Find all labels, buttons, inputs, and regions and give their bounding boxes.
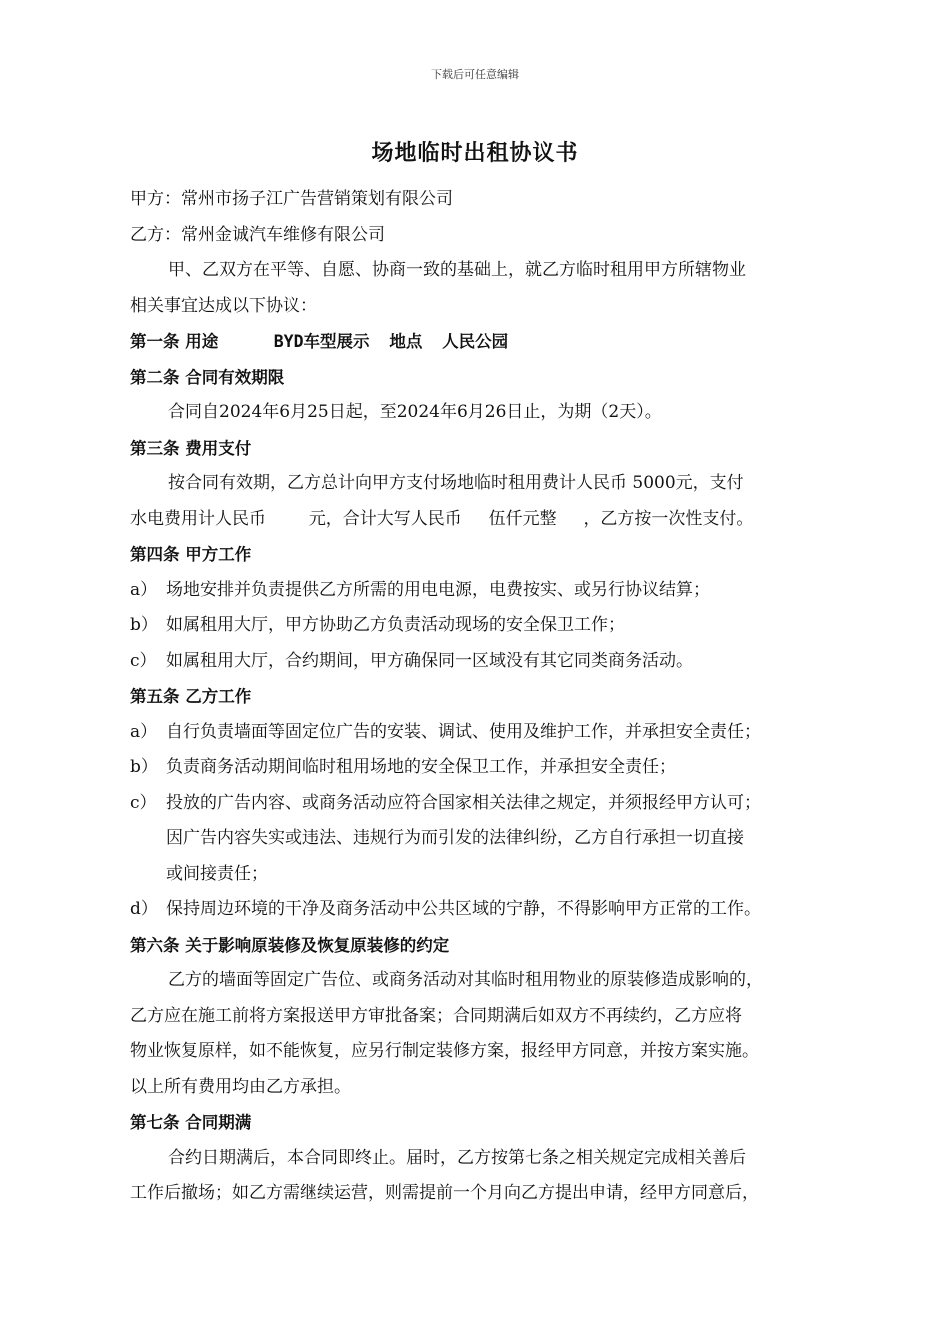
article-1-place-label: 地点 (389, 332, 423, 351)
item-text: 负责商务活动期间临时租用场地的安全保卫工作，并承担安全责任； (166, 757, 676, 777)
article-2-heading: 第二条 合同有效期限 (130, 367, 285, 387)
intro-line-2: 相关事宜达成以下协议： (130, 295, 317, 316)
item-text: 自行负责墙面等固定位广告的安装、调试、使用及维护工作，并承担安全责任； (166, 721, 761, 742)
article-1-heading (130, 324, 830, 360)
article-3-utility-label: 水电费用计人民币 (130, 508, 266, 529)
article-1-purpose: BYD车型展示 (273, 332, 370, 351)
article-7-line: 合约日期满后，本合同即终止。届时，乙方按第七条之相关规定完成相关善后 (168, 1147, 746, 1168)
item-marker: a） (130, 579, 158, 600)
item-marker: b） (130, 757, 158, 777)
item-text: 如属租用大厅，甲方协助乙方负责活动现场的安全保卫工作； (166, 615, 625, 635)
item-continuation: 或间接责任； (166, 863, 268, 884)
item-marker: b） (130, 615, 158, 635)
article-3-amount-words: 伍仟元整 (488, 508, 557, 529)
list-item (130, 750, 830, 786)
list-item (130, 892, 830, 928)
item-marker: a） (130, 721, 158, 742)
party-a: 甲方：常州市扬子江广告营销策划有限公司 (130, 189, 453, 209)
article-1-label: 第一条 用途 (130, 332, 219, 351)
item-marker: d） (130, 899, 158, 919)
item-text: 如属租用大厅，合约期间，甲方确保同一区域没有其它同类商务活动。 (166, 650, 693, 671)
list-item (130, 786, 830, 822)
party-b: 乙方：常州金诚汽车维修有限公司 (130, 224, 385, 245)
item-marker: c） (130, 650, 157, 671)
article-3-heading: 第三条 费用支付 (130, 438, 252, 458)
list-item (130, 644, 830, 680)
item-marker: c） (130, 792, 157, 813)
item-text: 投放的广告内容、或商务活动应符合国家相关法律之规定，并须报经甲方认可； (166, 792, 761, 813)
article-6-line: 物业恢复原样，如不能恢复，应另行制定装修方案，报经甲方同意，并按方案实施。 (130, 1041, 759, 1061)
list-item (130, 573, 830, 609)
article-3-payment-note: ，乙方按一次性支付。 (583, 508, 754, 529)
document-body (130, 182, 830, 1212)
article-2-text: 合同自2024年6月25日起，至2024年6月26日止，为期（2天）。 (168, 402, 662, 422)
article-4-heading: 第四条 甲方工作 (130, 545, 252, 564)
article-6-line: 以上所有费用均由乙方承担。 (130, 1076, 351, 1097)
article-1-place: 人民公园 (442, 332, 509, 351)
list-item (130, 608, 830, 644)
article-5-heading: 第五条 乙方工作 (130, 687, 252, 706)
item-continuation: 因广告内容失实或违法、违规行为而引发的法律纠纷，乙方自行承担一切直接 (166, 828, 744, 848)
list-item (130, 715, 830, 751)
item-text: 保持周边环境的干净及商务活动中公共区域的宁静，不得影响甲方正常的工作。 (166, 899, 761, 919)
article-3-total-label: 元，合计大写人民币 (308, 508, 462, 529)
header-note: 下载后可任意编辑 (431, 68, 519, 81)
document-title: 场地临时出租协议书 (371, 141, 579, 166)
article-7-heading: 第七条 合同期满 (130, 1113, 252, 1132)
article-3-line-2 (130, 502, 830, 538)
article-6-line: 乙方应在施工前将方案报送甲方审批备案；合同期满后如双方不再续约，乙方应将 (130, 1005, 742, 1026)
article-6-heading: 第六条 关于影响原装修及恢复原装修的约定 (130, 935, 450, 955)
article-7-line: 工作后撤场；如乙方需继续运营，则需提前一个月向乙方提出申请，经甲方同意后， (130, 1183, 759, 1203)
intro-line-1: 甲、乙双方在平等、自愿、协商一致的基础上，就乙方临时租用甲方所辖物业 (168, 260, 746, 280)
item-text: 场地安排并负责提供乙方所需的用电电源，电费按实、或另行协议结算； (166, 579, 710, 600)
article-3-line-1: 按合同有效期，乙方总计向甲方支付场地临时租用费计人民币 5000元，支付 (168, 473, 744, 493)
article-6-line: 乙方的墙面等固定广告位、或商务活动对其临时租用物业的原装修造成影响的， (168, 970, 763, 990)
